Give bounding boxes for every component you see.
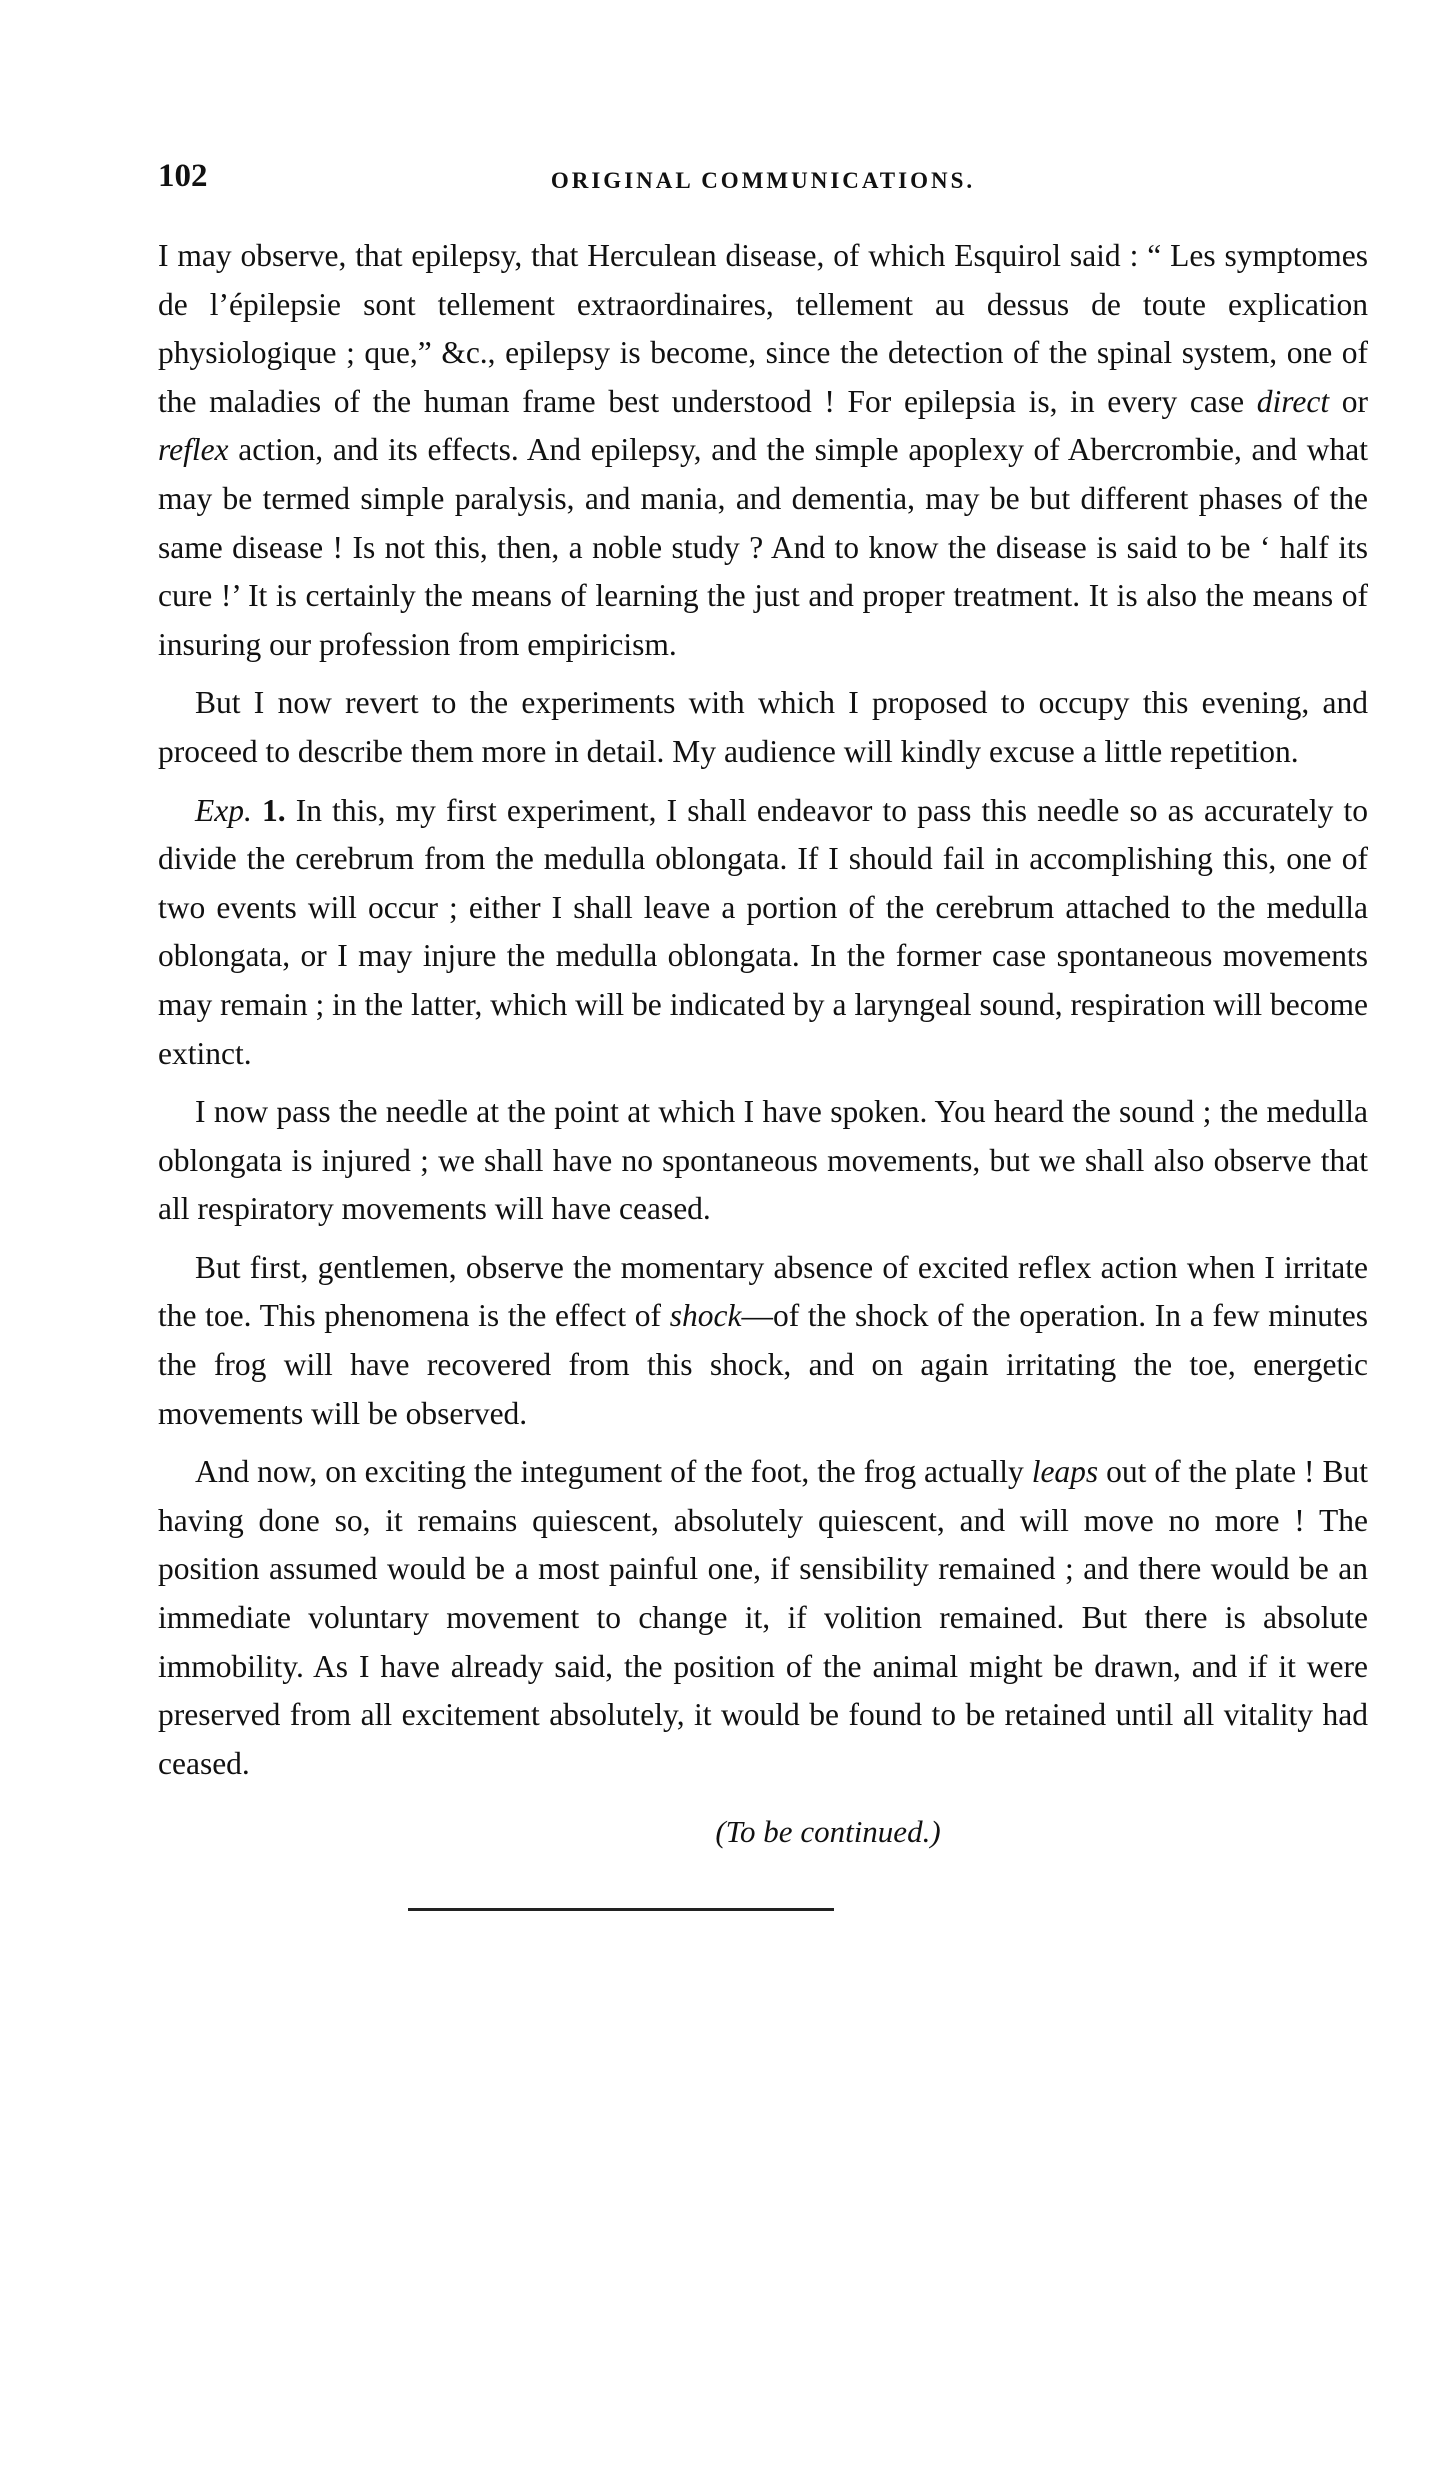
text-segment: But I now revert to the experiments with which I proposed to occupy this evening, and proceed to describe them more in detail. My audience will kindly excuse a little repetition. bbox=[158, 685, 1368, 769]
text-segment: or bbox=[1329, 383, 1368, 419]
text-segment: I may observe, that epilepsy, that Herculean disease, of which Esquirol said : “ Les symptomes de l’épilepsie sont tellement extraordinaires, tellement au dessus de toute explication physiologique ; que,” &c., epilepsy is become, since the detection of the spinal system, one of the maladies of the human frame best understood ! For epilepsia is, in every case bbox=[158, 238, 1368, 419]
text-segment: shock bbox=[669, 1298, 742, 1334]
paragraph bbox=[158, 1244, 1368, 1438]
text-segment: out of the plate ! But having done so, it remains quiescent, absolutely quiescent, and will move no more ! The position assumed would be a most painful one, if sensibility remained ; and there would be an immediate voluntary movement to change it, if volition remained. But there is absolute immobility. As I have already said, the position of the animal might be drawn, and if it were preserved from all excitement absolutely, it would be found to be retained until all vitality had ceased. bbox=[158, 1454, 1368, 1781]
text-segment: Exp. bbox=[195, 792, 252, 828]
paragraph bbox=[158, 1448, 1368, 1788]
text-segment: reflex bbox=[158, 432, 229, 468]
text-segment: 1. bbox=[251, 792, 286, 828]
text-segment: In this, my first experiment, I shall endeavor to pass this needle so as accurately to divide the cerebrum from the medulla oblongata. If I should fail in accomplishing this, one of two events will occur ; either I shall leave a portion of the cerebrum attached to the medulla oblongata, or I may injure the medulla oblongata. In the former case spontaneous movements may remain ; in the latter, which will be indicated by a laryngeal sound, respiration will become extinct. bbox=[158, 792, 1368, 1071]
paragraph bbox=[158, 232, 1368, 669]
paragraph bbox=[158, 679, 1368, 776]
text-segment: action, and its effects. And epilepsy, and the simple apoplexy of Abercrombie, and what may be termed simple paralysis, and mania, and dementia, may be but different phases of the same disease ! Is not this, then, a noble study ? And to know the disease is said to be ‘ half its cure !’ It is certainly the means of learning the just and proper treatment. It is also the means of insuring our profession from empiricism. bbox=[158, 432, 1368, 662]
text-segment: But first, gentlemen, observe the momentary absence of excited reflex action when I irritate the toe. This phenomena is the effect of bbox=[158, 1249, 1368, 1334]
text-segment: And now, on exciting the integument of the foot, the frog actually bbox=[195, 1454, 1032, 1490]
to-be-continued: (To be continued.) bbox=[715, 1814, 941, 1850]
running-title: ORIGINAL COMMUNICATIONS. bbox=[550, 168, 976, 193]
body-text bbox=[158, 232, 1368, 1788]
document-page bbox=[158, 150, 1368, 1911]
divider-rule bbox=[408, 1908, 834, 1911]
text-segment: —of the shock of the operation. In a few minutes the frog will have recovered from this shock, and on again irritating the toe, energetic movements will be observed. bbox=[158, 1298, 1369, 1431]
paragraph bbox=[158, 787, 1368, 1079]
running-head bbox=[158, 150, 1368, 210]
paragraph bbox=[158, 1088, 1368, 1234]
text-segment: leaps bbox=[1031, 1454, 1099, 1490]
page-number: 102 bbox=[158, 158, 208, 194]
text-segment: I now pass the needle at the point at which I have spoken. You heard the sound ; the medulla oblongata is injured ; we shall have no spontaneous movements, but we shall also observe that all respiratory movements will have ceased. bbox=[158, 1094, 1368, 1227]
text-segment: direct bbox=[1256, 383, 1330, 419]
